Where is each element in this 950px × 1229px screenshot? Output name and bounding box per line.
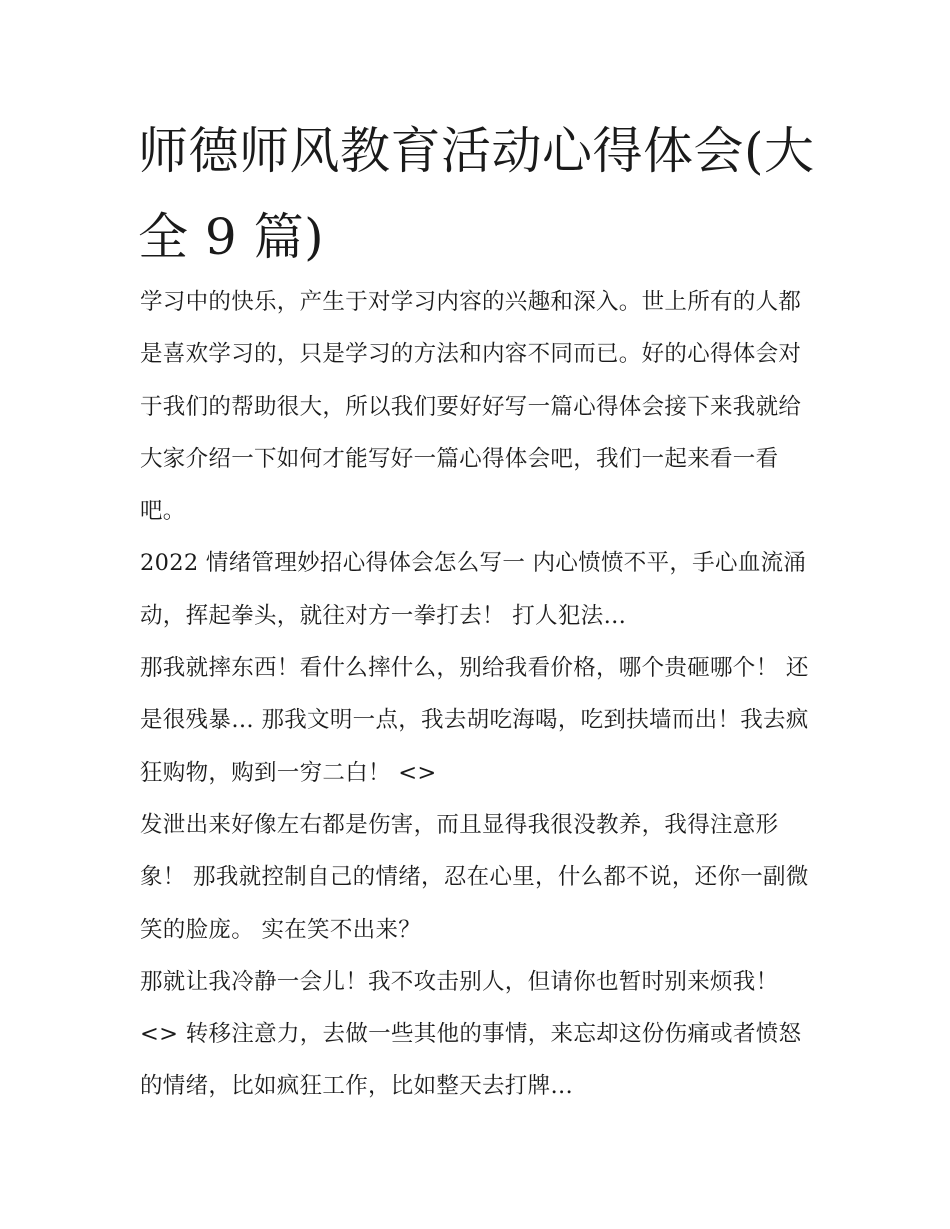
paragraph-intro: 学习中的快乐，产生于对学习内容的兴趣和深入。世上所有的人都是喜欢学习的，只是学习的方法和内容不同而已。好的心得体会对于我们的帮助很大，所以我们要好好写一篇心得体会接下来我就给大家介绍一下如何才能写好一篇心得体会吧，我们一起来看一看吧。 <box>140 289 802 525</box>
paragraph-2: 2022 情绪管理妙招心得体会怎么写一 内心愤愤不平，手心血流涌动，挥起拳头，就往对方一拳打去！ 打人犯法… <box>140 550 807 629</box>
document-title: 师德师风教育活动心得体会(大全 9 篇) <box>138 122 815 266</box>
document-body <box>140 276 820 1113</box>
paragraph-3: 那我就摔东西！看什么摔什么，别给我看价格，哪个贵砸哪个！ 还是很残暴… 那我文明一点，我去胡吃海喝，吃到扶墙而出！我去疯狂购物，购到一穷二白！ <> <box>140 655 809 786</box>
paragraph-4: 发泄出来好像左右都是伤害，而且显得我很没教养，我得注意形象！ 那我就控制自己的情绪，忍在心里，什么都不说，还你一副微笑的脸庞。 实在笑不出来？ <box>140 811 809 943</box>
paragraph-5: 那就让我冷静一会儿！我不攻击别人，但请你也暂时别来烦我！ <> 转移注意力，去做一些其他的事情，来忘却这份伤痛或者愤怒的情绪，比如疯狂工作，比如整天去打牌… <box>140 968 802 1100</box>
